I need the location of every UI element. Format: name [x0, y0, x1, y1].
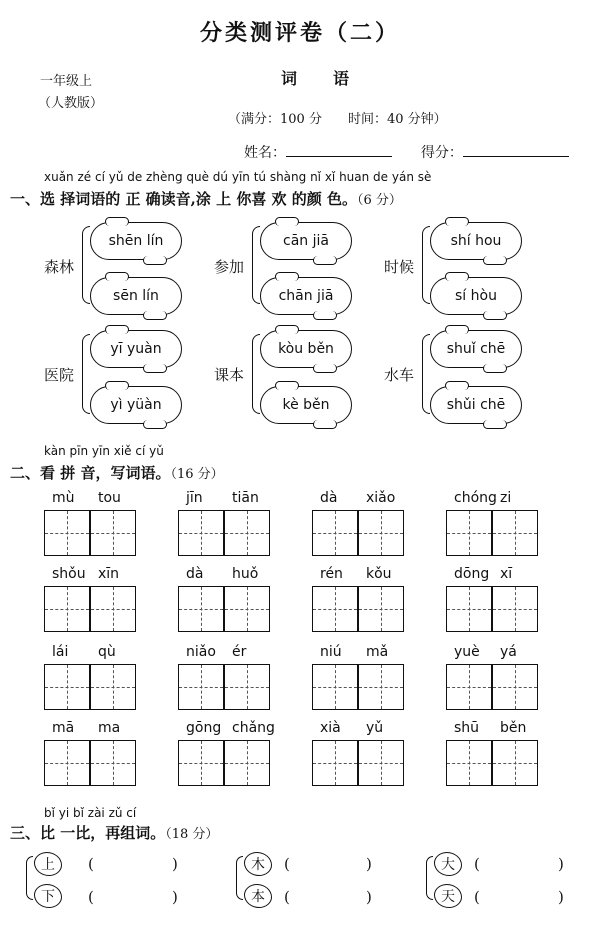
- grid-pinyin: tiān: [232, 490, 259, 506]
- grid-pinyin: jīn: [186, 490, 203, 506]
- grid-pinyin: dà: [320, 490, 338, 506]
- grid-pinyin: běn: [500, 720, 527, 736]
- paren-close: ): [172, 855, 178, 873]
- grid-pinyin: xīn: [98, 566, 120, 582]
- writing-box[interactable]: [358, 664, 404, 710]
- writing-box[interactable]: [224, 740, 270, 786]
- name-score-row: [244, 142, 569, 162]
- grid-pinyin: ér: [232, 644, 247, 660]
- score-time-info: （满分：100 分 时间：40 分钟）: [228, 112, 447, 127]
- section3-heading-text: 三、比 一比，再组词。: [10, 824, 166, 842]
- paren-open: (: [284, 855, 290, 873]
- grid-pinyin: dōng: [454, 566, 490, 582]
- section1-pinyin: xuǎn zé cí yǔ de zhèng què dú yīn tú shàng nǐ xǐ huan de yán sè: [44, 170, 432, 184]
- option-cloud[interactable]: yì yüàn: [90, 386, 182, 424]
- writing-box[interactable]: [492, 740, 538, 786]
- char-leaf: 本: [244, 884, 272, 908]
- grid-pinyin: huǒ: [232, 566, 259, 582]
- writing-box[interactable]: [90, 586, 136, 632]
- writing-box[interactable]: [492, 664, 538, 710]
- writing-box[interactable]: [178, 664, 224, 710]
- word-senlin: 森林: [44, 258, 75, 276]
- grid-pinyin: xià: [320, 720, 341, 736]
- grid-pinyin: chóng: [454, 490, 497, 506]
- writing-box[interactable]: [358, 510, 404, 556]
- word-canjia: 参加: [214, 258, 245, 276]
- writing-box[interactable]: [492, 586, 538, 632]
- writing-box[interactable]: [44, 664, 90, 710]
- grid-pinyin: rén: [320, 566, 343, 582]
- grid-pinyin: gōng: [186, 720, 222, 736]
- section1-points: （6 分）: [357, 193, 402, 208]
- option-cloud[interactable]: chān jiā: [260, 277, 352, 315]
- option-cloud[interactable]: cān jiā: [260, 222, 352, 260]
- brace: [422, 334, 430, 414]
- writing-box[interactable]: [312, 740, 358, 786]
- paren-open: (: [474, 888, 480, 906]
- writing-box[interactable]: [312, 586, 358, 632]
- grid-pinyin: xī: [500, 566, 513, 582]
- grid-pinyin: niǎo: [186, 644, 216, 660]
- grade-label: 一年级上: [40, 74, 93, 89]
- section2-heading: [10, 462, 224, 483]
- score-label: 得分：: [420, 145, 463, 161]
- writing-box[interactable]: [446, 510, 492, 556]
- paren-open: (: [284, 888, 290, 906]
- paren-close: ): [366, 855, 372, 873]
- option-cloud[interactable]: yī yuàn: [90, 330, 182, 368]
- char-leaf: 木: [244, 852, 272, 876]
- writing-box[interactable]: [90, 740, 136, 786]
- grid-pinyin: chǎng: [232, 720, 275, 736]
- word-yiyuan: 医院: [44, 366, 75, 384]
- word-shihou: 时候: [384, 258, 415, 276]
- writing-box[interactable]: [446, 740, 492, 786]
- word-keben: 课本: [214, 366, 245, 384]
- grid-pinyin: shǒu: [52, 566, 86, 582]
- grid-pinyin: kǒu: [366, 566, 392, 582]
- brace: [82, 334, 90, 414]
- section3-pinyin: bǐ yi bǐ zài zǔ cí: [44, 806, 137, 820]
- brace: [426, 856, 433, 900]
- brace: [252, 334, 260, 414]
- grid-pinyin: zi: [500, 490, 512, 506]
- writing-box[interactable]: [446, 664, 492, 710]
- option-cloud[interactable]: sēn lín: [90, 277, 182, 315]
- section3-points: （18 分）: [165, 827, 219, 842]
- grid-pinyin: shū: [454, 720, 480, 736]
- grid-pinyin: lái: [52, 644, 69, 660]
- grid-pinyin: qù: [98, 644, 116, 660]
- paren-close: ): [558, 855, 564, 873]
- char-leaf: 天: [434, 884, 462, 908]
- writing-box[interactable]: [224, 664, 270, 710]
- score-field[interactable]: [463, 143, 569, 157]
- grid-pinyin: tou: [98, 490, 121, 506]
- word-shuiche: 水车: [384, 366, 415, 384]
- option-cloud[interactable]: sí hòu: [430, 277, 522, 315]
- grid-pinyin: mǎ: [366, 644, 389, 660]
- paren-close: ): [172, 888, 178, 906]
- writing-box[interactable]: [492, 510, 538, 556]
- writing-box[interactable]: [90, 510, 136, 556]
- writing-box[interactable]: [358, 740, 404, 786]
- name-field[interactable]: [286, 143, 392, 157]
- paren-open: (: [474, 855, 480, 873]
- option-cloud[interactable]: shēn lín: [90, 222, 182, 260]
- section1-heading-text: 一、选 择词语的 正 确读音,涂 上 你喜 欢 的颜 色。: [10, 190, 358, 208]
- writing-box[interactable]: [224, 586, 270, 632]
- grid-pinyin: yǔ: [366, 720, 384, 736]
- writing-box[interactable]: [358, 586, 404, 632]
- paren-open: (: [88, 888, 94, 906]
- section3-heading: [10, 822, 218, 843]
- paren-open: (: [88, 855, 94, 873]
- brace: [82, 226, 90, 304]
- writing-box[interactable]: [44, 740, 90, 786]
- option-cloud[interactable]: shuǐ chē: [430, 330, 522, 368]
- option-cloud[interactable]: kòu běn: [260, 330, 352, 368]
- writing-box[interactable]: [178, 740, 224, 786]
- writing-box[interactable]: [44, 510, 90, 556]
- grid-pinyin: mù: [52, 490, 75, 506]
- writing-box[interactable]: [178, 510, 224, 556]
- char-leaf: 大: [434, 852, 462, 876]
- name-label: 姓名：: [244, 145, 286, 161]
- paren-close: ): [366, 888, 372, 906]
- brace: [26, 856, 33, 900]
- writing-box[interactable]: [224, 510, 270, 556]
- brace: [422, 226, 430, 304]
- grid-pinyin: yá: [500, 644, 517, 660]
- brace: [236, 856, 243, 900]
- grid-pinyin: xiǎo: [366, 490, 396, 506]
- section2-heading-text: 二、看 拼 音，写词语。: [10, 464, 171, 482]
- char-leaf: 下: [34, 884, 62, 908]
- grid-pinyin: yuè: [454, 644, 480, 660]
- brace: [252, 226, 260, 304]
- grid-pinyin: niú: [320, 644, 342, 660]
- grid-pinyin: mā: [52, 720, 75, 736]
- option-cloud[interactable]: shí hou: [430, 222, 522, 260]
- writing-box[interactable]: [446, 586, 492, 632]
- page-subtitle: 词 语: [280, 69, 359, 88]
- option-cloud[interactable]: kè běn: [260, 386, 352, 424]
- char-leaf: 上: [34, 852, 62, 876]
- grid-pinyin: ma: [98, 720, 121, 736]
- option-cloud[interactable]: shǔi chē: [430, 386, 522, 424]
- writing-box[interactable]: [178, 586, 224, 632]
- section2-points: （16 分）: [170, 467, 224, 482]
- section2-pinyin: kàn pīn yīn xiě cí yǔ: [44, 444, 164, 458]
- paren-close: ): [558, 888, 564, 906]
- writing-box[interactable]: [90, 664, 136, 710]
- writing-box[interactable]: [312, 510, 358, 556]
- edition-label: （人教版）: [38, 96, 104, 111]
- writing-box[interactable]: [312, 664, 358, 710]
- section1-heading: [10, 188, 402, 209]
- page-title: 分类测评卷（二）: [199, 20, 400, 46]
- grid-pinyin: dà: [186, 566, 204, 582]
- writing-box[interactable]: [44, 586, 90, 632]
